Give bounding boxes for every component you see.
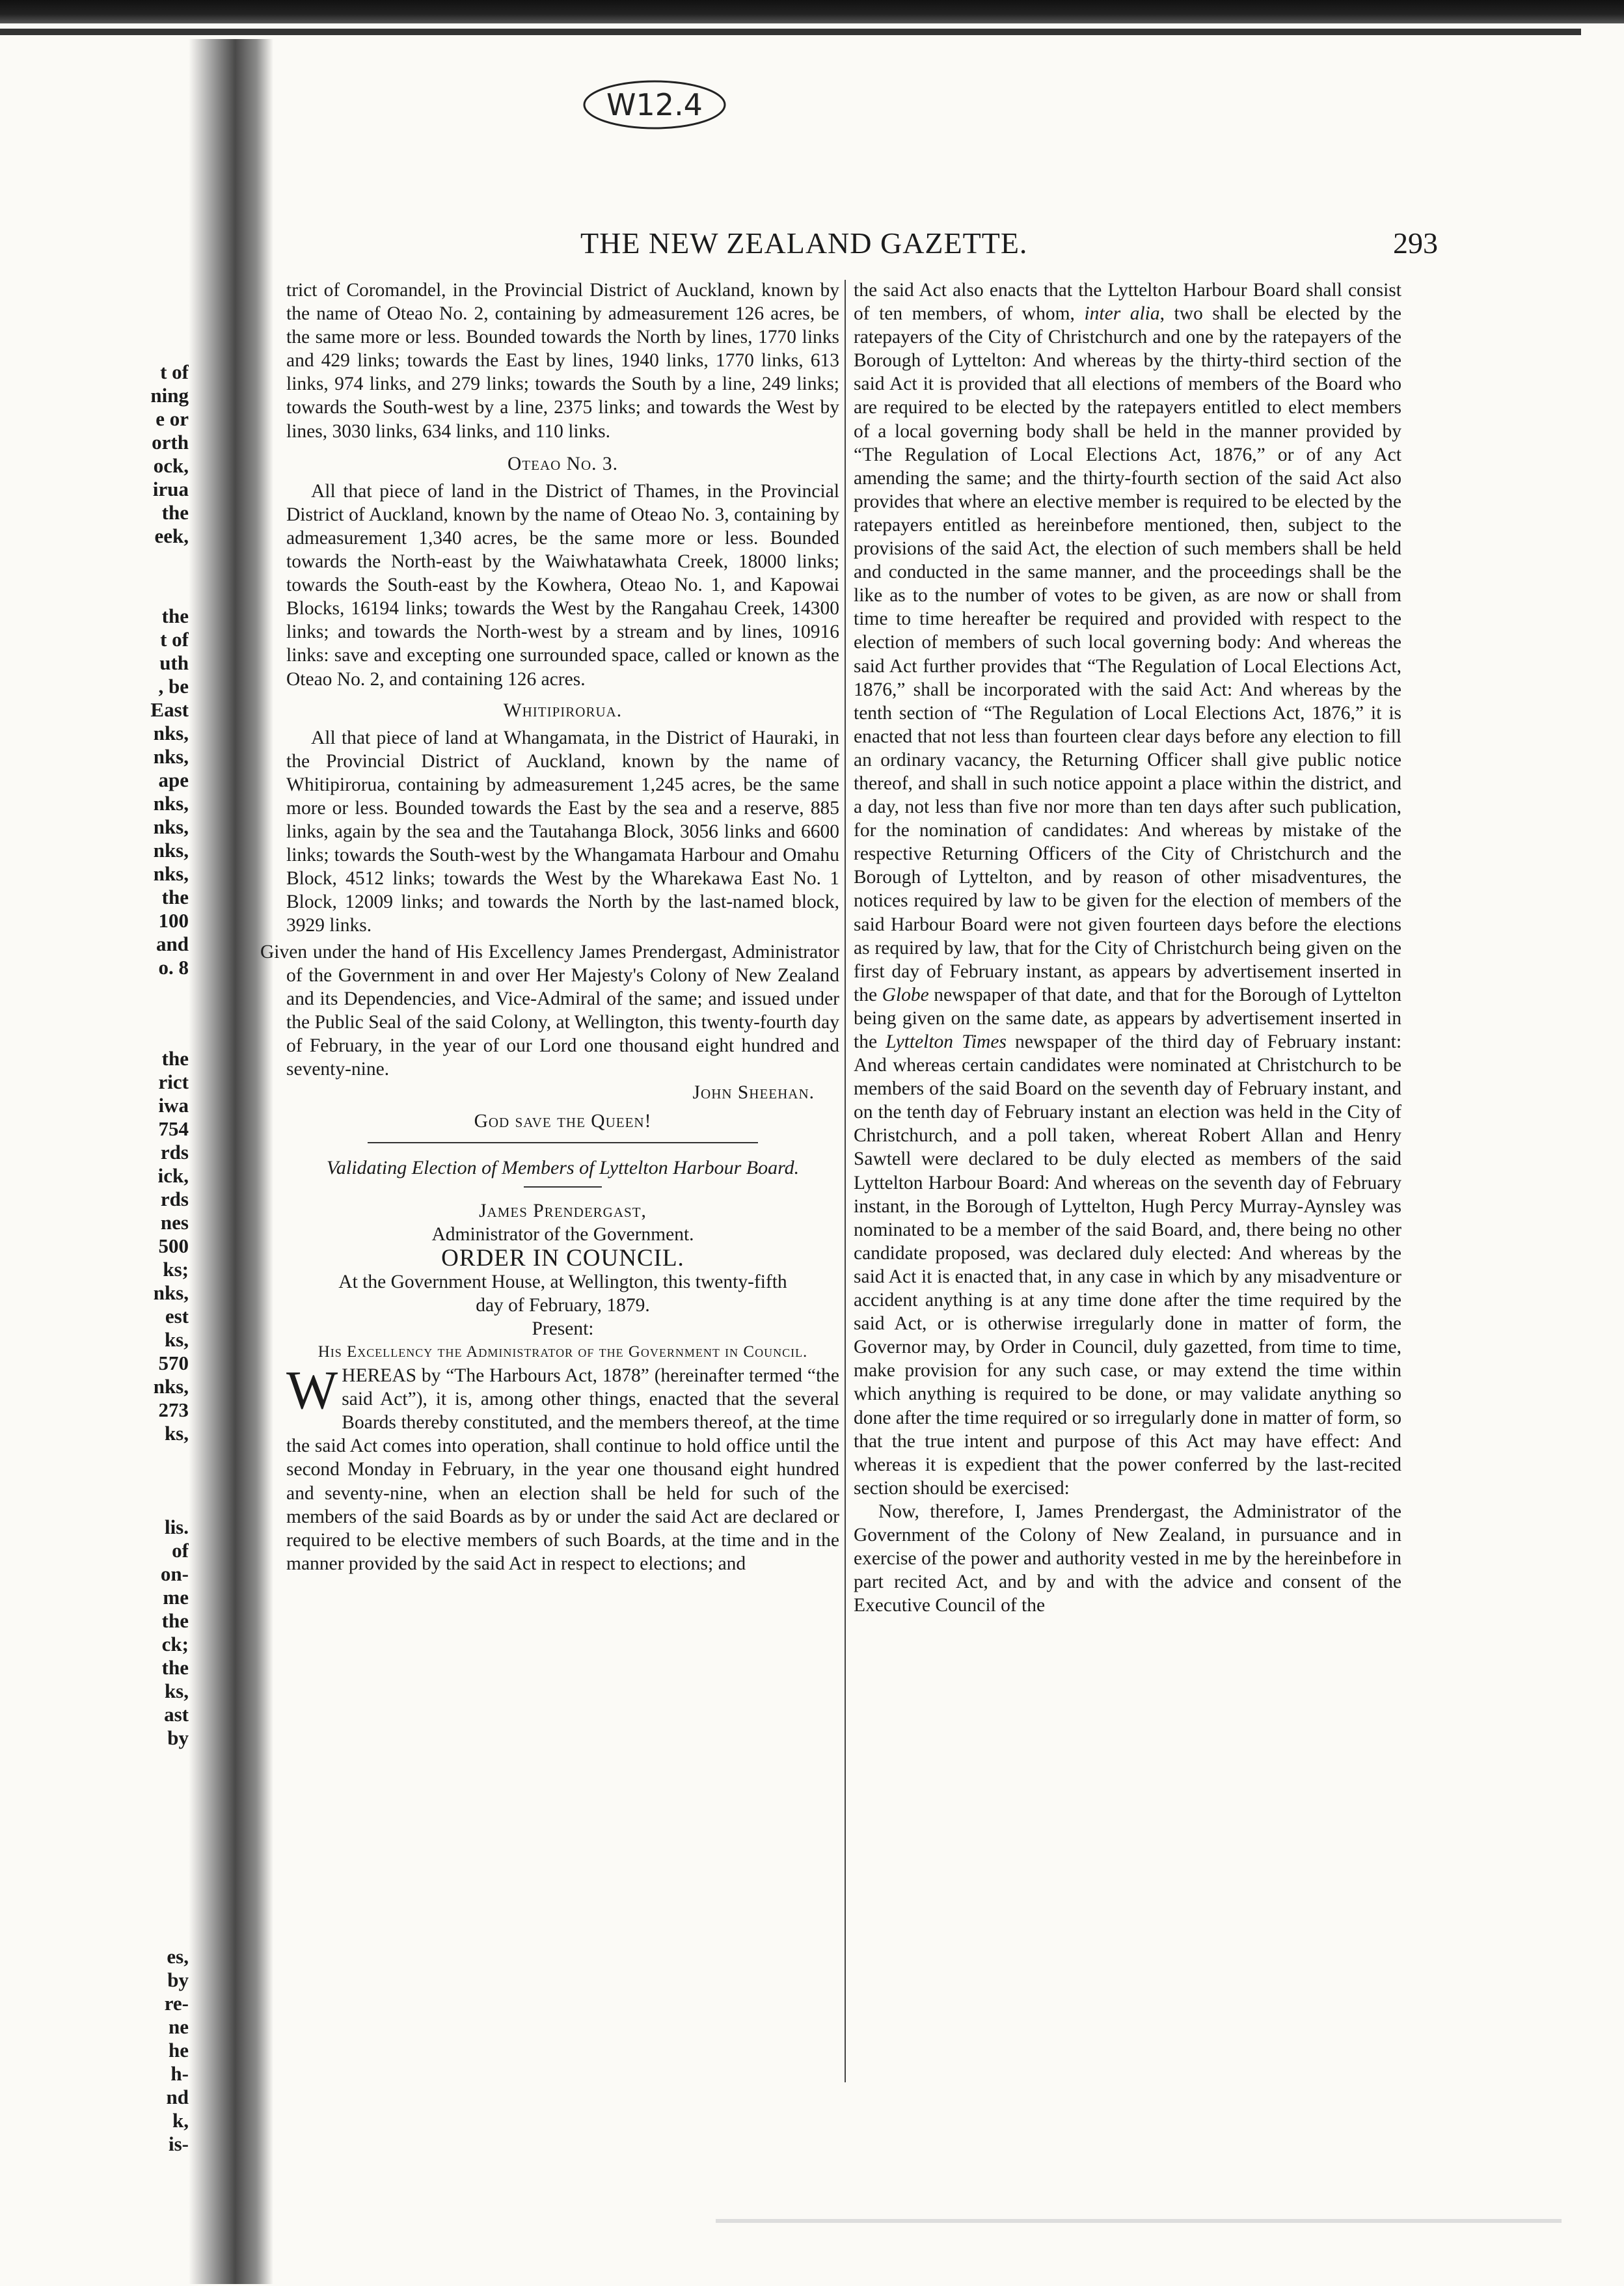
margin-fragment: ne (169, 2015, 189, 2038)
binding-shadow (189, 39, 273, 2284)
margin-fragment: ck; (161, 1633, 189, 1655)
margin-fragment: e or (156, 407, 189, 430)
margin-fragment: 273 (158, 1398, 189, 1421)
margin-fragment: nes (160, 1211, 189, 1234)
margin-fragment: nd (166, 2086, 189, 2108)
whitipirorua-heading: Whitipirorua. (503, 700, 623, 721)
margin-fragment: ks; (163, 1258, 189, 1281)
margin-fragment: orth (152, 431, 189, 454)
margin-fragment: uth (159, 651, 189, 674)
margin-fragment: iwa (158, 1094, 189, 1117)
margin-fragment: the (161, 1656, 189, 1679)
margin-fragment: eek, (154, 524, 189, 547)
margin-fragment: k, (172, 2109, 189, 2132)
margin-fragment: nks, (153, 839, 189, 862)
margin-fragment: rds (160, 1141, 189, 1163)
margin-fragment: nks, (153, 1375, 189, 1398)
oteao-3-paragraph: All that piece of land in the District of Thames, in the Provincial District of Auckland, known by the name of Oteao No. 3, containing by admeasurement 1,340 acres, be the same more or less. Bounded towards the North-east by the Waiwhatawhata Creek, 18000 links; towards the South-east by the Kowhera, Oteao No. 1, and Kapowai Blocks, 16194 links; towards the West by the Rangahau Creek, 14300 links; and towards the North-west by a stream and by lines, 10916 links: save and excepting one surrounded space, called or known as the Oteao No. 2, and containing 126 acres. (286, 480, 839, 690)
margin-fragment: ape (158, 769, 189, 791)
margin-fragment: rds (160, 1188, 189, 1210)
bottom-smudge (716, 2219, 1562, 2223)
present-label: Present: (532, 1318, 594, 1339)
margin-fragment: t of (160, 628, 189, 651)
margin-fragment: 100 (158, 909, 189, 932)
lyttelton-times: Lyttelton Times (886, 1031, 1007, 1052)
order-in-council-heading: ORDER IN COUNCIL. (441, 1244, 684, 1272)
top-border-line (0, 29, 1581, 35)
margin-fragment: nks, (153, 745, 189, 768)
drop-cap: W (286, 1360, 338, 1421)
given-under-hand: Given under the hand of His Excellency James Prendergast, Administrator of the Government in and over Her Majesty's Colony of New Zealand and its Dependencies, and Vice-Admiral of the same; and issued under the Public Seal of the said Colony, at Wellington, this twenty-fourth day of February, in the year of our Lord one thousand eight hundred and seventy-nine. (260, 941, 839, 1080)
recitals-paragraph (854, 279, 1401, 1500)
whereas-text: HEREAS by “The Harbours Act, 1878” (hereinafter termed “the said Act”), it is, among other things, enacted that the several Boards thereby constituted, and the members thereof, at the time the said Act comes into operation, shall continue to hold office until the second Monday in February, in the year one thousand eight hundred and seventy-nine, when an election shall be held for such of the members of the said Boards as by or under the said Act are declared or required to be elective members of such Boards, at the time and in the manner provided by the said Act in respect to elections; and (286, 1365, 839, 1574)
margin-fragment: o. 8 (158, 956, 189, 979)
right-column (854, 279, 1401, 1617)
margin-fragment: the (161, 605, 189, 627)
margin-fragment: nks, (153, 792, 189, 815)
margin-fragment: irua (152, 478, 189, 500)
margin-fragment: ick, (157, 1164, 189, 1187)
margin-fragment: lis. (164, 1516, 189, 1538)
margin-fragment: and (156, 932, 189, 955)
recitals-text-1: the said Act also enacts that the Lyttelton Harbour Board shall consist of ten members, of whom, (854, 280, 1401, 325)
short-rule (524, 1186, 602, 1188)
section-title: Validating Election of Members of Lyttelton Harbour Board. (326, 1157, 800, 1179)
page-number: 293 (1393, 226, 1438, 260)
top-border (0, 0, 1624, 23)
margin-fragment: h- (170, 2062, 189, 2085)
margin-fragment: nks, (153, 722, 189, 744)
his-excellency-line: His Excellency the Administrator of the Government in Council. (318, 1342, 808, 1361)
margin-fragment: t of (160, 361, 189, 383)
margin-fragment: ks, (164, 1680, 189, 1702)
margin-fragment: is- (169, 2132, 189, 2155)
margin-fragment: of (172, 1539, 189, 1562)
margin-fragment: 570 (158, 1352, 189, 1374)
margin-fragment: re- (164, 1992, 189, 2015)
administrator-title: Administrator of the Government. (431, 1224, 694, 1245)
oteao-2-paragraph: trict of Coromandel, in the Provincial District of Auckland, known by the name of Oteao No. 2, containing by admeasurement 126 acres, be the same more or less. Bounded towards the North by lines, 1770 links and 429 links; towards the East by lines, 1940 links, 1770 links, 613 links, 974 links, and 279 links; towards the South by a line, 249 links; towards the South-west by a line, 2375 links; and towards the West by lines, 3030 links, 634 links, and 110 links. (286, 280, 839, 442)
margin-fragment: nks, (153, 862, 189, 885)
margin-fragment: ks, (164, 1328, 189, 1351)
place-and-date: At the Government House, at Wellington, this twenty-fifth day of February, 1879. (338, 1271, 787, 1316)
now-therefore-paragraph: Now, therefore, I, James Prendergast, the Administrator of the Government of the Colony of New Zealand, in pursuance and in exercise of the power and authority vested in me by the hereinbefore in part recited Act, and by and with the advice and consent of the Executive Council of the (854, 1501, 1401, 1616)
archive-stamp (580, 77, 729, 133)
margin-fragment: rict (158, 1070, 189, 1093)
margin-fragment: ast (164, 1703, 189, 1726)
margin-fragment: nks, (153, 815, 189, 838)
margin-fragment: the (161, 501, 189, 524)
margin-fragment: 500 (158, 1234, 189, 1257)
globe-newspaper: Globe (882, 984, 929, 1005)
margin-fragment: the (161, 1047, 189, 1070)
margin-fragment: ks, (164, 1422, 189, 1445)
margin-fragment: est (165, 1305, 189, 1327)
margin-fragment: by (167, 1726, 189, 1749)
previous-page-margin-fragments (0, 0, 189, 2286)
recitals-text-4: newspaper of the third day of February instant: And whereas certain candidates were nominated at Christchurch to be members of the said Board on the seventh day of February instant, and on the tenth day of February instant an election was held in the City of Christchurch, and a poll taken, whereat Robert Allan and Henry Sawtell were declared to be duly elected as members of the said Lyttelton Harbour Board: And whereas on the seventh day of February instant, in the Borough of Lyttelton, Hugh Percy Murray-Aynsley was nominated to be a member of the said Board, and, there being no other candidate proposed, was declared duly elected: And whereas by the said Act it is enacted that, in any case in which by any misadventure or accident anything is at any time done after the time required by the said Act, or is otherwise irregularly done in matter of form, the Governor may, by Order in Council, duly gazetted, from time to time, make provision for any such case, or may extend the time within which anything is required to be done, or may validate anything so done after the time required or so irregularly done in matter of form, so that the true intent and purpose of this Act may have effect: And whereas it is expedient that the power conferred by the last-recited section should be exercised: (854, 1031, 1402, 1499)
margin-fragment: by (167, 1968, 189, 1991)
margin-fragment: he (169, 2039, 189, 2061)
margin-fragment: 754 (158, 1117, 189, 1140)
margin-fragment: nks, (153, 1281, 189, 1304)
god-save-the-queen: God save the Queen! (474, 1111, 652, 1132)
margin-fragment: me (163, 1586, 189, 1609)
margin-fragment: the (161, 886, 189, 908)
margin-fragment: on- (160, 1562, 189, 1585)
column-divider (845, 280, 846, 2082)
inter-alia: inter alia (1084, 303, 1160, 325)
stamp-text: W12.4 (606, 87, 703, 122)
margin-fragment: es, (167, 1945, 189, 1968)
section-divider (368, 1142, 758, 1143)
margin-fragment: , be (158, 675, 189, 698)
recitals-text-3: newspaper of that date, and that for the Borough of Lyttelton being given on the same date, as appears by advertisement inserted in the (854, 984, 1401, 1052)
administrator-name: James Prendergast, (479, 1201, 647, 1222)
left-column (260, 279, 839, 1575)
gazette-title: THE NEW ZEALAND GAZETTE. (580, 226, 1028, 260)
margin-fragment: East (150, 698, 189, 721)
signature: John Sheehan. (692, 1082, 815, 1104)
recitals-text-2: , two shall be elected by the ratepayers of the City of Christchurch and one by the ratepayers of the Borough of Lyttelton: And whereas by the thirty-third section of the said Act it is provided that all elections of members of the Board who are required to be elected by the ratepayers entitled to elect members of a local governing body shall be held in the manner provided by “The Regulation of Local Elections Act, 1876,” or of any Act amending the same; and the thirty-fourth section of the said Act also provides that where an elective member is required to be elected by the ratepayers entitled as hereinbefore mentioned, then, subject to the provisions of the said Act, the election of such members shall be held and conducted in the same manner, and the proceedings shall be the like as to the number of votes to be given, as are now or shall from time to time hereafter be required and provided with respect to the election of members of such local governing body: And whereas the said Act further provides that “The Regulation of Local Elections Act, 1876,” shall be incorporated with the said Act: And whereas by the tenth section of “The Regulation of Local Elections Act, 1876,” it is enacted that not less than fourteen clear days before any election to fill an ordinary vacancy, the Returning Officer shall give public notice thereof, and shall in such notice appoint a place within the district, and a day, not less than five nor more than ten days after such publication, for the nomination of candidates: And whereas by mistake of the respective Returning Officers of the City of Christchurch and the Borough of Lyttelton, and by reason of other misadventures, the notices required by law to be given for the election of members of the said Harbour Board were not given fourteen days before the elections as required by law, that for the City of Christchurch being given on the first day of February instant, as appears by advertisement inserted in the (854, 303, 1401, 1005)
margin-fragment: ning (150, 384, 189, 407)
whereas-paragraph (286, 1360, 839, 1575)
whitipirorua-paragraph: All that piece of land at Whangamata, in the District of Hauraki, in the Provincial District of Auckland, known by the name of Whitipirorua, containing by admeasurement 1,245 acres, be the same more or less. Bounded towards the East by the sea and a reserve, 885 links, again by the sea and the Tautahanga Block, 3056 links and 6600 links; towards the South-west by the Whangamata Harbour and Omahu Block, 4512 links; towards the West by the Wharekawa East No. 1 Block, 12009 links; and towards the North by the last-named block, 3929 links. (286, 727, 839, 936)
margin-fragment: ock, (153, 454, 189, 477)
page-header (286, 226, 1444, 265)
margin-fragment: the (161, 1609, 189, 1632)
oteao-3-heading: Oteao No. 3. (507, 453, 618, 474)
